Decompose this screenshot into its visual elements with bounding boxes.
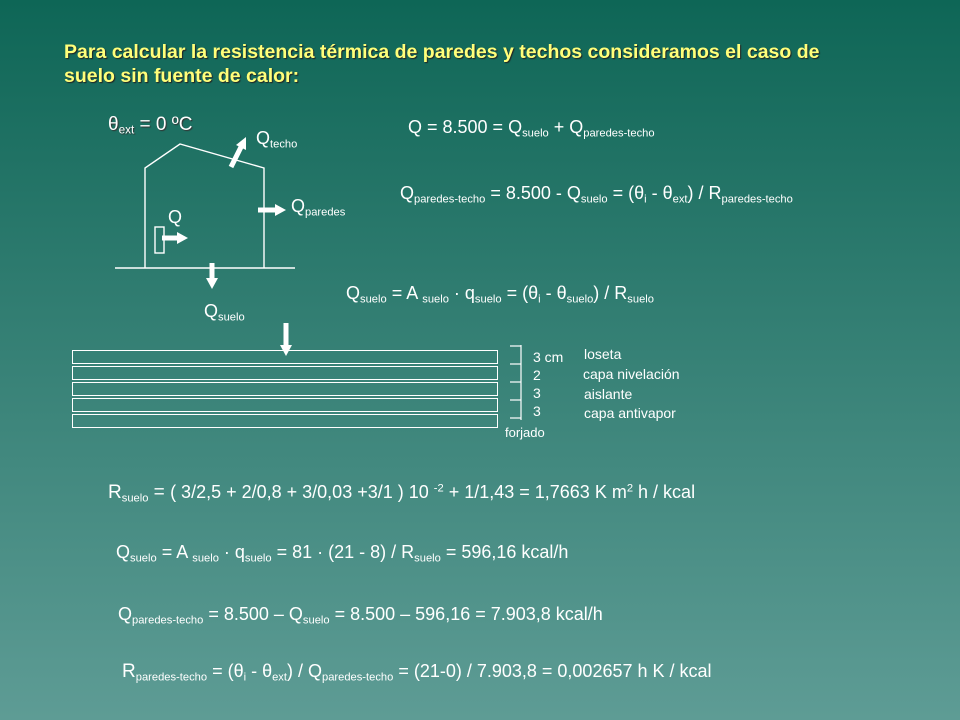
equation-q-paredes-techo: $Q_{paredes-techo} = 8.500 - Q_{suelo} = (\theta_i - \theta_{ext}) / R_{paredes-techo}$ — [400, 183, 793, 206]
calc-q-paredes-techo: $Q_{paredes-techo} = 8.500 - Q_{suelo} = 8.500 - 596,16 = 7.903,8$ kcal/h — [118, 604, 603, 627]
calc-q-suelo: $Q_{suelo} = A$ $_{suelo} \cdot q_{suelo} = 81 \cdot (21 - 8) / R_{suelo} = 596,16$ kcal/h — [116, 542, 569, 565]
q-source-label: Q — [168, 207, 183, 227]
q-paredes-label: $Q_{paredes}$ — [291, 196, 346, 219]
header-line-2: suelo sin fuente de calor: — [64, 65, 300, 87]
layer-name-aislante: aislante — [584, 386, 633, 402]
thickness-loseta: 3 cm — [533, 349, 564, 365]
label-forjado: forjado — [505, 425, 545, 440]
q-techo-label: $Q_{techo}$ — [256, 128, 298, 151]
q-suelo-label: $Q_{suelo}$ — [204, 301, 245, 324]
layer-name-antivapor: capa antivapor — [584, 405, 676, 421]
thickness-antivapor: 3 — [533, 403, 541, 419]
layer-name-loseta: loseta — [584, 346, 622, 362]
calc-r-paredes-techo: $R_{paredes-techo} = (\theta_i - \theta_{ext}) / Q_{paredes-techo} = (21-0) / 7.903,8 = 0,002657$ h K / kcal — [122, 661, 712, 684]
layer-name-nivelacion: capa nivelación — [583, 366, 680, 382]
header-line-1: Para calcular la resistencia térmica de paredes y techos consideramos el caso de — [64, 41, 820, 63]
calc-r-suelo: $R_{suelo}$ = ( 3/2,5 + 2/0,8 + 3/0,03 +3/1 ) 10 $^{-2}$ + 1/1,43 = 1,7663 K $m^2$ h / kcal — [108, 482, 696, 505]
theta-ext-label: $\theta_{ext} = 0$ ºC — [108, 114, 193, 137]
thickness-nivelacion: 2 — [533, 367, 541, 383]
thickness-aislante: 3 — [533, 385, 541, 401]
equation-q-suelo: $Q_{suelo} = A$ $_{suelo} \cdot q_{suelo} = (\theta_i - \theta_{suelo}) / R_{suelo}$ — [346, 283, 654, 306]
equation-q-total: $Q = 8.500 = Q_{suelo} + Q_{paredes-techo}$ — [408, 117, 655, 140]
